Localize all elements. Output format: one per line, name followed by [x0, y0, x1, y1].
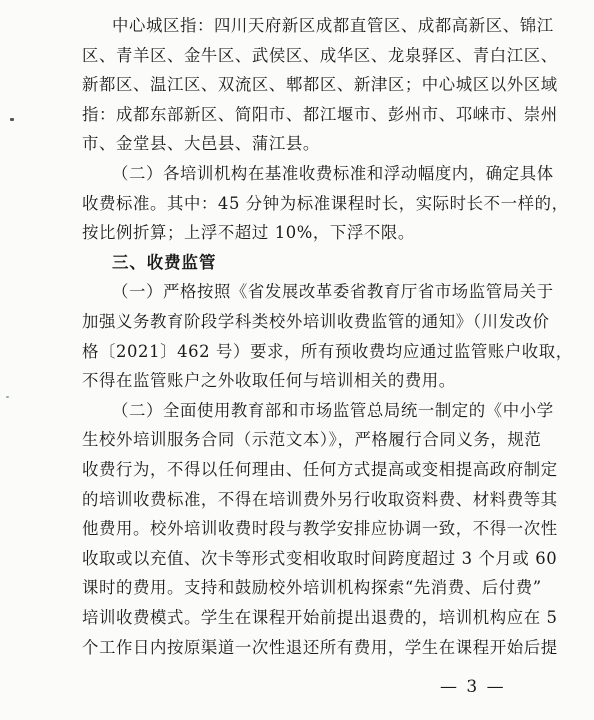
text-line: 他费用。校外培训收费时段与教学安排应协调一致，不得一次性 — [82, 519, 558, 539]
text-line: （一）严格按照《省发展改革委省教育厅省市场监管局关于 — [112, 282, 554, 302]
section-heading: 三、收费监管 — [112, 252, 217, 272]
text-line: 的培训收费标准，不得在培训费外另行收取资料费、材料费等其 — [82, 489, 558, 509]
text-line: 格〔2021〕462 号）要求，所有预收费均应通过监管账户收取， — [82, 341, 573, 361]
text-line: 个工作日内按原渠道一次性退还所有费用，学生在课程开始后提 — [82, 637, 558, 657]
text-line: 指：成都东部新区、简阳市、都江堰市、彭州市、邛崃市、崇州 — [82, 104, 558, 124]
text-line: 收费标准。其中：45 分钟为标准课程时长，实际时长不一样的， — [82, 193, 569, 213]
text-line: （二）各培训机构在基准收费标准和浮动幅度内，确定具体 — [112, 164, 554, 183]
text-line: 培训收费模式。学生在课程开始前提出退费的，培训机构应在 5 — [82, 608, 558, 627]
text-line: 课时的费用。支持和鼓励校外培训机构探索“先消费、后付费” — [82, 578, 542, 598]
text-line: 按比例折算；上浮不超过 10%，下浮不限。 — [82, 223, 415, 243]
text-line: （二）全面使用教育部和市场监管总局统一制定的《中小学 — [112, 400, 554, 420]
page-number: — 3 — — [440, 677, 506, 697]
scan-speck — [10, 118, 14, 121]
text-line: 区、青羊区、金牛区、武侯区、成华区、龙泉驿区、青白江区、 — [82, 45, 558, 65]
text-line: 市、金堂县、大邑县、蒲江县。 — [82, 134, 320, 154]
text-line: 新都区、温江区、双流区、郫都区、新津区；中心城区以外区域 — [82, 75, 558, 95]
text-line: 收费行为，不得以任何理由、任何方式提高或变相提高政府制定 — [82, 460, 558, 479]
text-line: 中心城区指：四川天府新区成都直管区、成都高新区、锦江 — [112, 16, 554, 35]
text-line: 收取或以充值、次卡等形式变相收取时间跨度超过 3 个月或 60 — [82, 548, 558, 568]
text-line: 不得在监管账户之外收取任何与培训相关的费用。 — [82, 371, 456, 391]
text-line: 生校外培训服务合同（示范文本）》，严格履行合同义务，规范 — [82, 430, 542, 450]
text-line: 加强义务教育阶段学科类校外培训收费监管的通知》（川发改价 — [82, 312, 550, 331]
scan-speck — [6, 396, 9, 398]
